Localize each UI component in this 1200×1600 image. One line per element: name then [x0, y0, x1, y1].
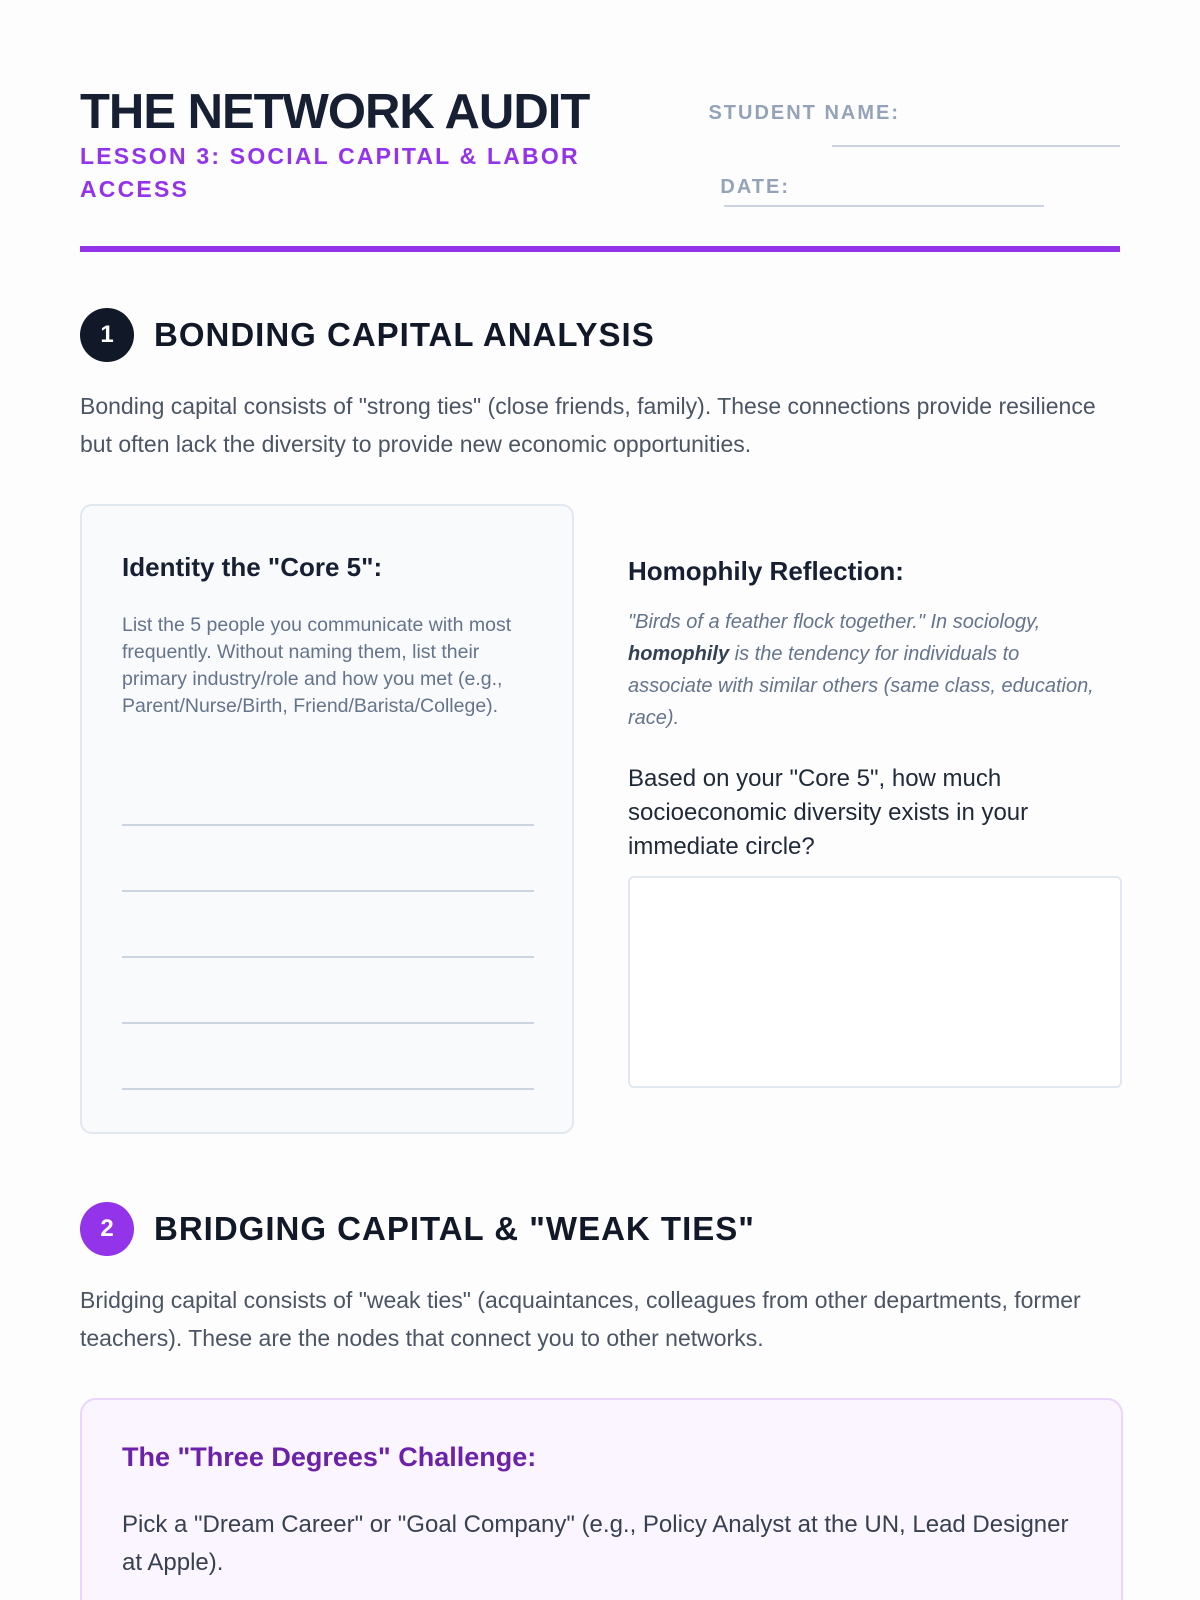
section-2-intro: Bridging capital consists of "weak ties" (acquaintances, colleagues from other departments, former teachers). These are the nodes that connect you to other networks.	[80, 1287, 1081, 1351]
challenge-instructions: Pick a "Dream Career" or "Goal Company" (e.g., Policy Analyst at the UN, Lead Designer at Apple).	[122, 1511, 1069, 1576]
header-divider	[80, 246, 1120, 252]
core-five-answer-line[interactable]	[122, 890, 534, 892]
page-title: THE NETWORK AUDIT	[80, 85, 590, 139]
core-five-answer-line[interactable]	[122, 1022, 534, 1024]
homophily-term: homophily	[628, 643, 730, 665]
worksheet-header	[80, 80, 1120, 260]
core-five-answer-line[interactable]	[122, 824, 534, 826]
homophily-definition	[628, 606, 1108, 734]
core-five-card	[80, 504, 574, 1134]
section-title: BONDING CAPITAL ANALYSIS	[154, 316, 655, 353]
homophily-quote-start: "Birds of a feather flock together." In sociology,	[628, 611, 1041, 633]
core-five-description: List the 5 people you communicate with most frequently. Without naming them, list their primary industry/role and how you met (e.g., Parent/Nurse/Birth, Friend/Barista/College).	[122, 614, 512, 717]
core-five-answer-line[interactable]	[122, 1088, 534, 1090]
section-number-badge: 2	[80, 1202, 134, 1256]
date-label: DATE:	[720, 176, 790, 198]
homophily-quote-end: is the tendency for individuals to associate with similar others (same class, education, race).	[628, 643, 1094, 729]
core-five-answer-line[interactable]	[122, 956, 534, 958]
section-title: BRIDGING CAPITAL & "WEAK TIES"	[154, 1210, 755, 1247]
section-2-heading	[80, 1202, 1120, 1256]
section-1-heading	[80, 308, 1120, 362]
challenge-title: The "Three Degrees" Challenge:	[122, 1442, 537, 1472]
date-field[interactable]	[724, 205, 1044, 207]
student-name-label: STUDENT NAME:	[708, 102, 900, 124]
reflection-question: Based on your "Core 5", how much socioeconomic diversity exists in your immediate circle?	[628, 765, 1029, 860]
lesson-subtitle: LESSON 3: SOCIAL CAPITAL & LABOR ACCESS	[80, 143, 580, 202]
student-name-field[interactable]	[832, 145, 1120, 147]
three-degrees-card	[80, 1398, 1123, 1600]
core-five-title: Identity the "Core 5":	[122, 552, 383, 582]
section-number-badge: 1	[80, 308, 134, 362]
section-1-intro: Bonding capital consists of "strong ties" (close friends, family). These connections provide resilience but often lack the diversity to provide new economic opportunities.	[80, 393, 1096, 457]
homophily-reflection-title: Homophily Reflection:	[628, 556, 904, 586]
reflection-answer-box[interactable]	[628, 876, 1122, 1088]
